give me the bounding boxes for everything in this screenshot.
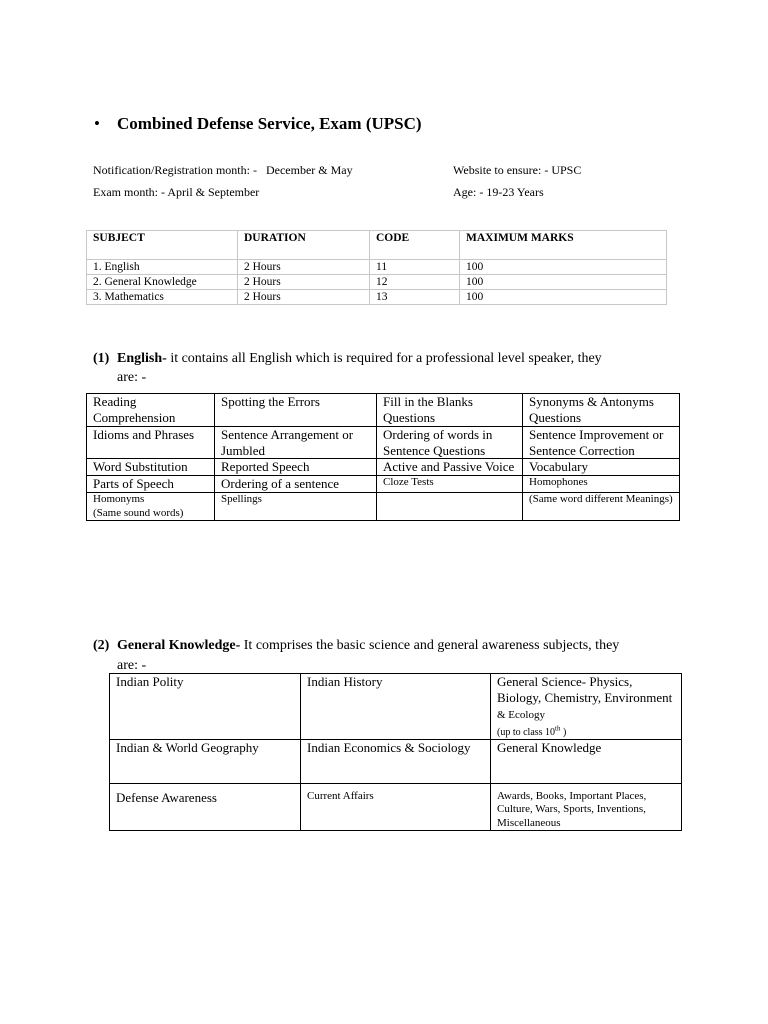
table-row [87, 459, 680, 476]
gk-number: (2) [93, 638, 110, 653]
table-cell: Fill in the Blanks Questions [377, 394, 523, 427]
table-cell: Ordering of words in Sentence Questions [377, 426, 523, 459]
english-number: (1) [93, 351, 110, 366]
table-cell: Reading Comprehension [87, 394, 215, 427]
class-note [497, 724, 567, 738]
table-header-row [87, 231, 667, 260]
table-cell: General Knowledge [491, 739, 682, 783]
homonyms-note: (Same sound words) [93, 506, 184, 519]
table-row [110, 674, 682, 740]
table-cell [491, 674, 682, 740]
table-cell: Spotting the Errors [215, 394, 377, 427]
notification-label: Notification/Registration month: - [93, 163, 257, 177]
table-cell: Active and Passive Voice [377, 459, 523, 476]
table-cell: 100 [460, 275, 667, 290]
english-desc: it contains all English which is required for a professional level speaker, they [166, 351, 602, 366]
table-cell: 12 [370, 275, 460, 290]
english-desc-cont: are: - [117, 370, 147, 385]
english-title: English- [117, 351, 167, 366]
table-cell: Synonyms & Antonyms Questions [523, 394, 680, 427]
table-row [87, 426, 680, 459]
table-row [110, 783, 682, 830]
table-cell: 3. Mathematics [87, 290, 238, 305]
table-cell: Vocabulary [523, 459, 680, 476]
homonyms-label: Homonyms [93, 493, 145, 506]
table-cell: Sentence Arrangement or Jumbled [215, 426, 377, 459]
table-row [87, 476, 680, 493]
table-cell: 2 Hours [238, 275, 370, 290]
english-heading [93, 349, 693, 368]
header-code: CODE [370, 231, 460, 260]
table-cell: 11 [370, 260, 460, 275]
notification-value: December & May [265, 163, 353, 177]
table-cell: 2 Hours [238, 260, 370, 275]
header-subject: SUBJECT [87, 231, 238, 260]
gk-desc-cont: are: - [117, 658, 147, 673]
exam-table [86, 230, 667, 305]
general-science-text: General Science- Physics, Biology, Chemistry, Environment [497, 674, 673, 705]
table-cell: Parts of Speech [87, 476, 215, 493]
table-row [87, 290, 667, 305]
table-cell: Cloze Tests [377, 476, 523, 493]
table-cell: Awards, Books, Important Places, Culture, Wars, Sports, Inventions, Miscellaneous [491, 783, 682, 830]
bullet-icon: • [94, 114, 100, 133]
table-cell [377, 493, 523, 521]
table-cell: Indian History [301, 674, 491, 740]
table-cell: 100 [460, 290, 667, 305]
table-cell: 2 Hours [238, 290, 370, 305]
table-row [87, 275, 667, 290]
gk-heading [93, 636, 693, 655]
table-cell: Reported Speech [215, 459, 377, 476]
table-cell: Indian & World Geography [110, 739, 301, 783]
header-max-marks: MAXIMUM MARKS [460, 231, 667, 260]
table-cell: Current Affairs [301, 783, 491, 830]
title-text: Combined Defense Service, Exam (UPSC) [117, 114, 422, 133]
exam-month-line: Exam month: - April & September [93, 185, 260, 199]
table-cell: Indian Economics & Sociology [301, 739, 491, 783]
class-note-end: ) [560, 726, 567, 738]
header-duration: DURATION [238, 231, 370, 260]
website-line: Website to ensure: - UPSC [453, 163, 582, 177]
table-cell: Homophones [523, 476, 680, 493]
table-cell: Spellings [215, 493, 377, 521]
notification-line [93, 163, 353, 178]
gk-title: General Knowledge- [117, 638, 241, 653]
table-cell: Word Substitution [87, 459, 215, 476]
table-cell [87, 493, 215, 521]
table-cell: Sentence Improvement or Sentence Correction [523, 426, 680, 459]
class-note-text: (up to class 10 [497, 726, 556, 738]
gk-desc: It comprises the basic science and general awareness subjects, they [240, 638, 620, 653]
table-row [110, 739, 682, 783]
table-cell: Indian Polity [110, 674, 301, 740]
table-cell: Ordering of a sentence [215, 476, 377, 493]
table-cell: (Same word different Meanings) [523, 493, 680, 521]
table-cell: Defense Awareness [110, 783, 301, 830]
english-topics-table [86, 393, 680, 521]
table-cell: 1. English [87, 260, 238, 275]
section-title [94, 114, 422, 134]
table-cell: Idioms and Phrases [87, 426, 215, 459]
table-row [87, 394, 680, 427]
class-note-sup: th [555, 724, 561, 733]
ecology-text: & Ecology [497, 709, 545, 722]
gk-topics-table [109, 673, 682, 831]
table-cell: 13 [370, 290, 460, 305]
table-row [87, 260, 667, 275]
table-cell: 2. General Knowledge [87, 275, 238, 290]
table-cell: 100 [460, 260, 667, 275]
age-line: Age: - 19-23 Years [453, 185, 544, 199]
table-row [87, 493, 680, 521]
